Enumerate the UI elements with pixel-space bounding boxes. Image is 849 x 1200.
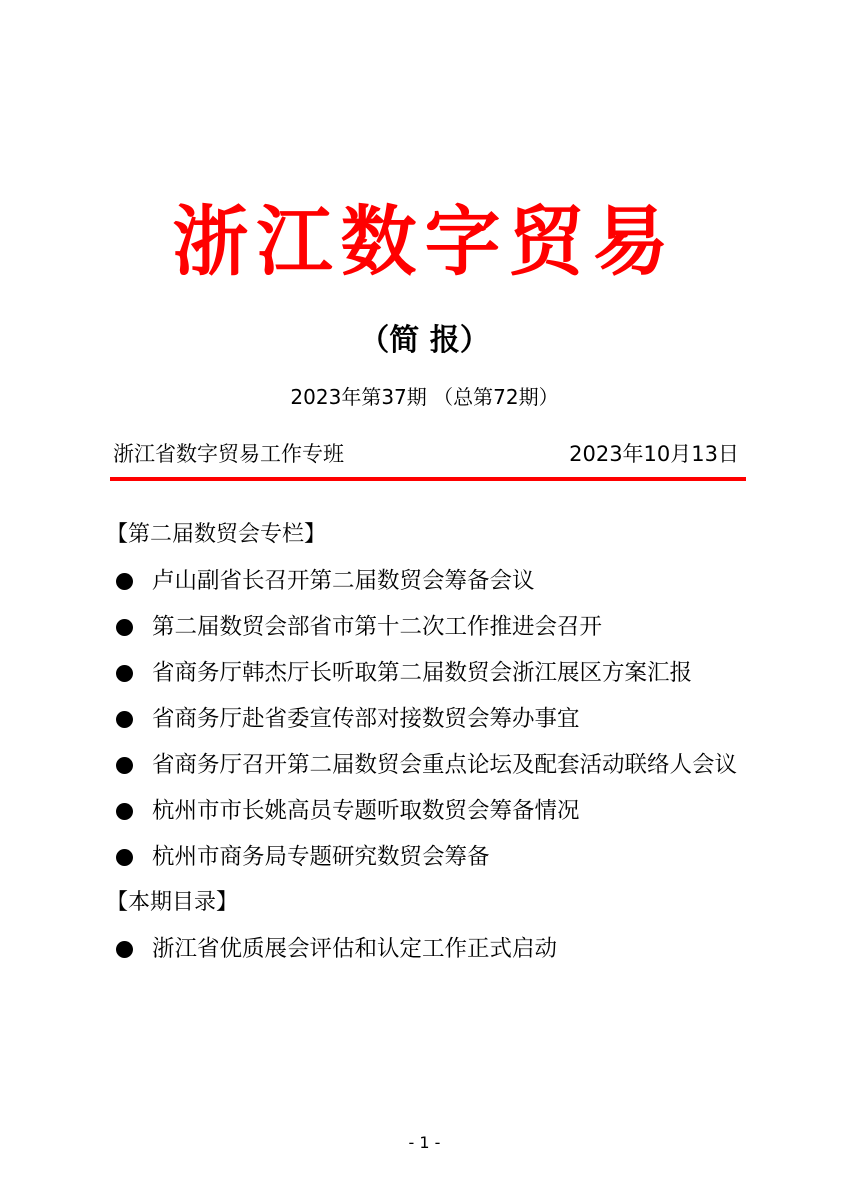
- bullet-icon: [116, 757, 133, 774]
- list-item-text: 第二届数贸会部省市第十二次工作推进会召开: [152, 614, 603, 640]
- bullet-icon: [116, 849, 133, 866]
- bullet-icon: [116, 803, 133, 820]
- list-item-text: 杭州市市长姚高员专题听取数贸会筹备情况: [152, 798, 580, 824]
- list-item: [106, 558, 756, 604]
- list-item: [106, 696, 756, 742]
- bullet-icon: [116, 711, 133, 728]
- list-item-text: 卢山副省长召开第二届数贸会筹备会议: [152, 568, 535, 594]
- bulletin-subtitle: （简 报）: [359, 323, 490, 358]
- masthead-title: 浙江数字贸易: [172, 197, 677, 286]
- bullet-icon: [116, 665, 133, 682]
- list-item-text: 浙江省优质展会评估和认定工作正式启动: [152, 936, 558, 962]
- list-item-text: 省商务厅召开第二届数贸会重点论坛及配套活动联络人会议: [152, 752, 738, 778]
- bullet-icon: [116, 573, 133, 590]
- section-heading-contents: 【本期目录】: [106, 890, 239, 915]
- section-heading-special-column: 【第二届数贸会专栏】: [106, 522, 327, 547]
- issue-date: 2023年10月13日: [569, 442, 739, 466]
- contents-list: [106, 512, 756, 972]
- list-item-text: 省商务厅赴省委宣传部对接数贸会筹办事宜: [152, 706, 580, 732]
- issuing-organization: 浙江省数字贸易工作专班: [113, 442, 344, 466]
- list-item: [106, 926, 756, 972]
- list-item: [106, 604, 756, 650]
- list-item-text: 省商务厅韩杰厅长听取第二届数贸会浙江展区方案汇报: [152, 660, 693, 686]
- list-item: [106, 788, 756, 834]
- list-item: [106, 742, 756, 788]
- list-item-text: 杭州市商务局专题研究数贸会筹备: [152, 844, 490, 870]
- bullet-icon: [116, 941, 133, 958]
- issue-number: 2023年第37期 （总第72期）: [290, 385, 559, 409]
- list-item: [106, 834, 756, 880]
- list-item: [106, 650, 756, 696]
- page-number: - 1 -: [408, 1133, 441, 1152]
- bullet-icon: [116, 619, 133, 636]
- header-divider: [110, 477, 746, 481]
